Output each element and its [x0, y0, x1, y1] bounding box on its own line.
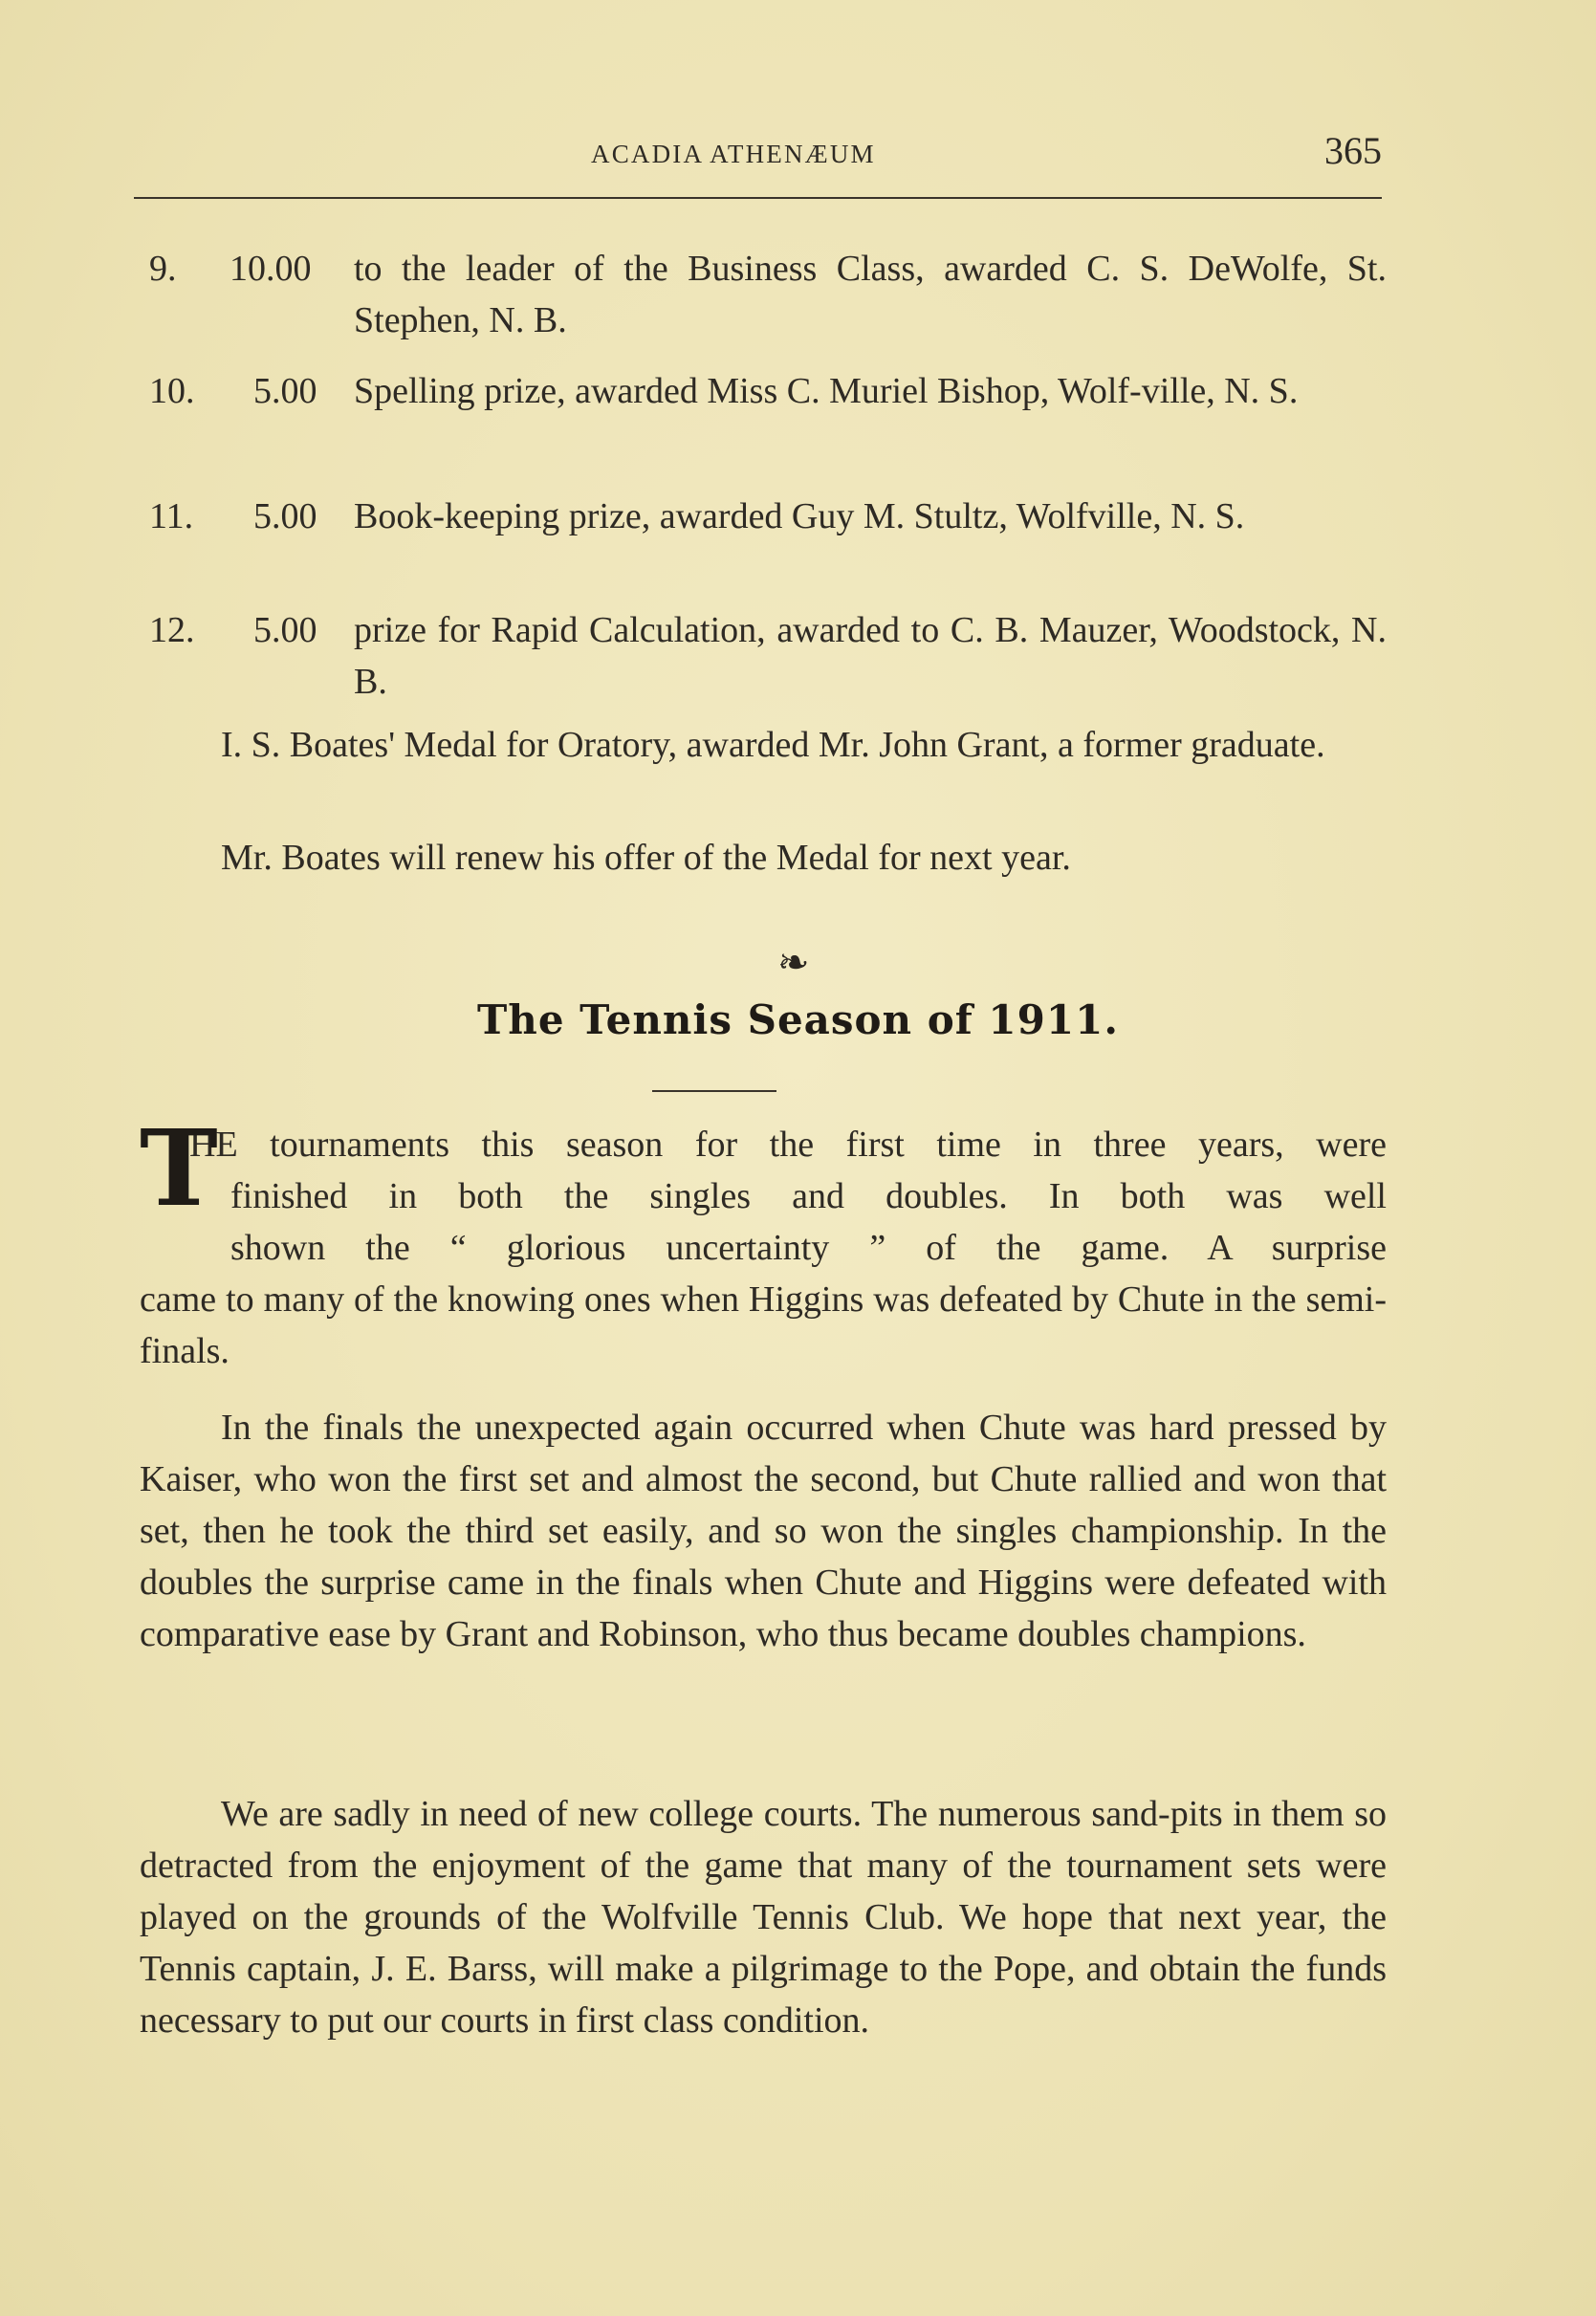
- prize-amount: 5.00: [253, 496, 317, 536]
- medal-paragraph: I. S. Boates' Medal for Oratory, awarded Mr. John Grant, a former graduate.: [221, 725, 1325, 765]
- prize-item: [134, 491, 1387, 542]
- lead-line: finished in both the singles and doubles. In both was well: [230, 1176, 1387, 1216]
- prize-number: 12.: [149, 610, 195, 650]
- fleuron-ornament: ❧: [777, 941, 810, 984]
- section-title: The Tennis Season of 1911.: [477, 996, 1119, 1043]
- prize-number: 9.: [149, 249, 177, 289]
- prize-number: 11.: [149, 496, 194, 536]
- prize-description: prize for Rapid Calculation, awarded to C. B. Mauzer, Woodstock, N. B.: [354, 610, 1387, 702]
- prize-item: [134, 365, 1387, 417]
- journal-title: ACADIA ATHENÆUM: [591, 140, 876, 168]
- prize-description: to the leader of the Business Class, awarded C. S. DeWolfe, St. Stephen, N. B.: [354, 249, 1387, 340]
- prize-item: [134, 604, 1387, 708]
- prize-description: Spelling prize, awarded Miss C. Muriel Bishop, Wolf-ville, N. S.: [354, 371, 1299, 411]
- drop-cap: T: [140, 1106, 218, 1230]
- running-head: [134, 129, 1382, 189]
- prize-number: 10.: [149, 371, 195, 411]
- header-rule: [134, 197, 1382, 199]
- prize-item: [134, 243, 1387, 346]
- prize-description: Book-keeping prize, awarded Guy M. Stultz, Wolfville, N. S.: [354, 496, 1245, 536]
- title-rule: [652, 1090, 776, 1092]
- lead-line: came to many of the knowing ones when Higgins was defeated by Chute in the semi-finals.: [140, 1279, 1387, 1371]
- prize-amount: 5.00: [253, 371, 317, 411]
- page-number: 365: [1324, 129, 1382, 172]
- lead-paragraph: [140, 1106, 1387, 1377]
- lead-line: shown the “ glorious uncertainty ” of the game. A surprise: [230, 1228, 1387, 1268]
- finals-paragraph: In the finals the unexpected again occurred when Chute was hard pressed by Kaiser, who won the first set and almost the second, but Chute rallied and won that set, then he took the third set easily, and so won the singles championship. In the doubles the surprise came in the finals when Chute and Higgins were defeated with comparative ease by Grant and Robinson, who thus became doubles champions.: [140, 1408, 1387, 1654]
- renewal-paragraph: Mr. Boates will renew his offer of the Medal for next year.: [221, 838, 1071, 878]
- prize-amount: 5.00: [253, 610, 317, 650]
- courts-paragraph: We are sadly in need of new college courts. The numerous sand-pits in them so detracted from the enjoyment of the game that many of the tournament sets were played on the grounds of the Wolfville Tennis Club. We hope that next year, the Tennis captain, J. E. Barss, will make a pilgrimage to the Pope, and obtain the funds necessary to put our courts in first class condition.: [140, 1794, 1387, 2041]
- prize-amount: 10.00: [230, 249, 312, 289]
- lead-line: HE tournaments this season for the first time in three years, were: [189, 1125, 1387, 1165]
